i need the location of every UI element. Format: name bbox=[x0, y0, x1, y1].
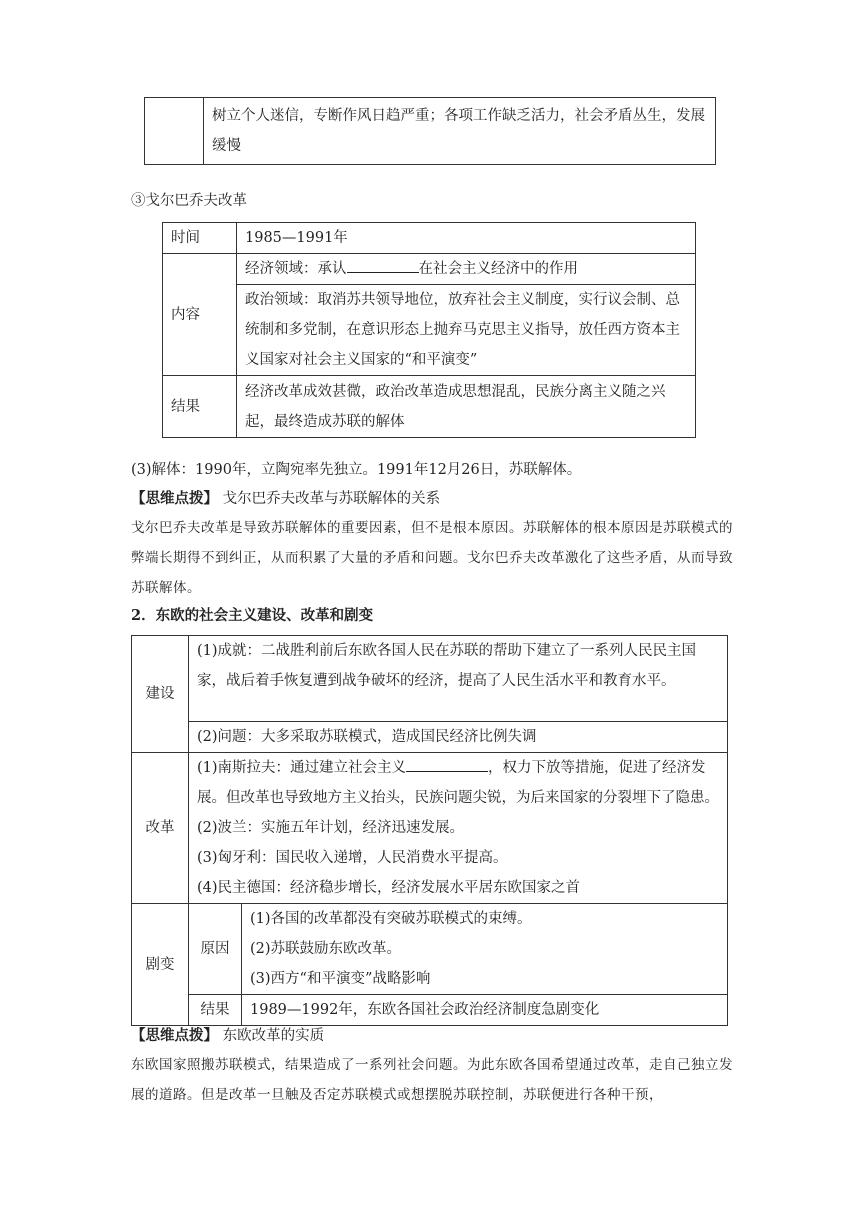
tip2-body: 东欧国家照搬苏联模式，结果造成了一系列社会问题。为此东欧各国希望通过改革，走自己独立发展的道路。但是改革一旦触及否定苏联模式或想摆脱苏联控制，苏联便进行各种干预， bbox=[131, 1057, 733, 1103]
economy-blank bbox=[347, 256, 419, 273]
table-top-fragment bbox=[144, 97, 716, 165]
reform-yugoslavia bbox=[197, 753, 719, 813]
build-achievement: (1)成就：二战胜利前后东欧各国人民在苏联的帮助下建立了一系列人民民主国家，战后着手恢复遭到战争破坏的经济，提高了人民生活水平和教育水平。 bbox=[189, 636, 728, 722]
tip1-body: 戈尔巴乔夫改革是导致苏联解体的重要因素，但不是根本原因。苏联解体的根本原因是苏联模式的弊端长期得不到纠正，从而积累了大量的矛盾和问题。戈尔巴乔夫改革激化了这些矛盾，从而导致苏联解体。 bbox=[131, 520, 733, 596]
reform-yugoslavia-prefix: (1)南斯拉夫：通过建立社会主义 bbox=[197, 760, 407, 776]
build-problem: (2)问题：大多采取苏联模式，造成国民经济比例失调 bbox=[189, 722, 728, 753]
tip1-label: 【思维点拨】 bbox=[131, 490, 218, 507]
reform-label: 改革 bbox=[132, 753, 189, 904]
content-label: 内容 bbox=[163, 254, 237, 376]
change-result-value: 1989—1992年，东欧各国社会政治经济制度急剧变化 bbox=[242, 995, 728, 1026]
dissolution-line: (3)解体：1990年，立陶宛率先独立。1991年12月26日，苏联解体。 bbox=[131, 462, 582, 478]
gorbachev-table bbox=[162, 222, 696, 438]
cause-1: (1)各国的改革都没有突破苏联模式的束缚。 bbox=[250, 911, 532, 927]
table-top-content: 树立个人迷信，专断作风日趋严重；各项工作缺乏活力，社会矛盾丛生，发展缓慢 bbox=[204, 98, 716, 165]
tip2-label: 【思维点拨】 bbox=[131, 1027, 218, 1044]
reform-hungary: (3)匈牙利：国民收入递增，人民消费水平提高。 bbox=[197, 850, 508, 866]
eastern-europe-table bbox=[131, 635, 728, 1026]
section2-heading: 2．东欧的社会主义建设、改革和剧变 bbox=[131, 607, 374, 624]
reform-gdr: (4)民主德国：经济稳步增长，经济发展水平居东欧国家之首 bbox=[197, 880, 581, 896]
economy-field bbox=[237, 254, 696, 285]
politics-field: 政治领域：取消苏共领导地位，放弃社会主义制度，实行议会制、总统制和多党制，在意识形态上抛弃马克思主义指导，放任西方资本主义国家对社会主义国家的“和平演变” bbox=[237, 285, 696, 376]
tip1-title: 戈尔巴乔夫改革与苏联解体的关系 bbox=[222, 491, 441, 507]
tip2-title: 东欧改革的实质 bbox=[222, 1028, 325, 1044]
gorbachev-heading: ③戈尔巴乔夫改革 bbox=[131, 193, 247, 209]
economy-suffix: 在社会主义经济中的作用 bbox=[418, 261, 578, 277]
time-label: 时间 bbox=[163, 223, 237, 254]
reform-poland: (2)波兰：实施五年计划，经济迅速发展。 bbox=[197, 820, 465, 836]
economy-prefix: 经济领域：承认 bbox=[245, 261, 347, 277]
change-label: 剧变 bbox=[132, 904, 189, 1026]
reform-blank bbox=[406, 755, 488, 772]
empty-label-cell bbox=[145, 98, 204, 165]
reform-content bbox=[189, 753, 728, 904]
result-value: 经济改革成效甚微，政治改革造成思想混乱，民族分离主义随之兴起，最终造成苏联的解体 bbox=[237, 376, 696, 438]
change-result-label: 结果 bbox=[189, 995, 242, 1026]
cause-label: 原因 bbox=[189, 904, 242, 995]
reform-yugoslavia-suffix: ，权力下放等措施，促进了经济发展。但改革也导致地方主义抬头，民族问题尖锐，为后来国家的分裂埋下了隐患。 bbox=[197, 760, 719, 806]
tip1-header bbox=[131, 484, 440, 514]
cause-2: (2)苏联鼓励东欧改革。 bbox=[250, 941, 402, 957]
build-label: 建设 bbox=[132, 636, 189, 753]
cause-content bbox=[242, 904, 728, 995]
cause-3: (3)西方“和平演变”战略影响 bbox=[250, 971, 431, 987]
tip2-header bbox=[131, 1021, 324, 1051]
result-label: 结果 bbox=[163, 376, 237, 438]
time-value: 1985—1991年 bbox=[237, 223, 696, 254]
